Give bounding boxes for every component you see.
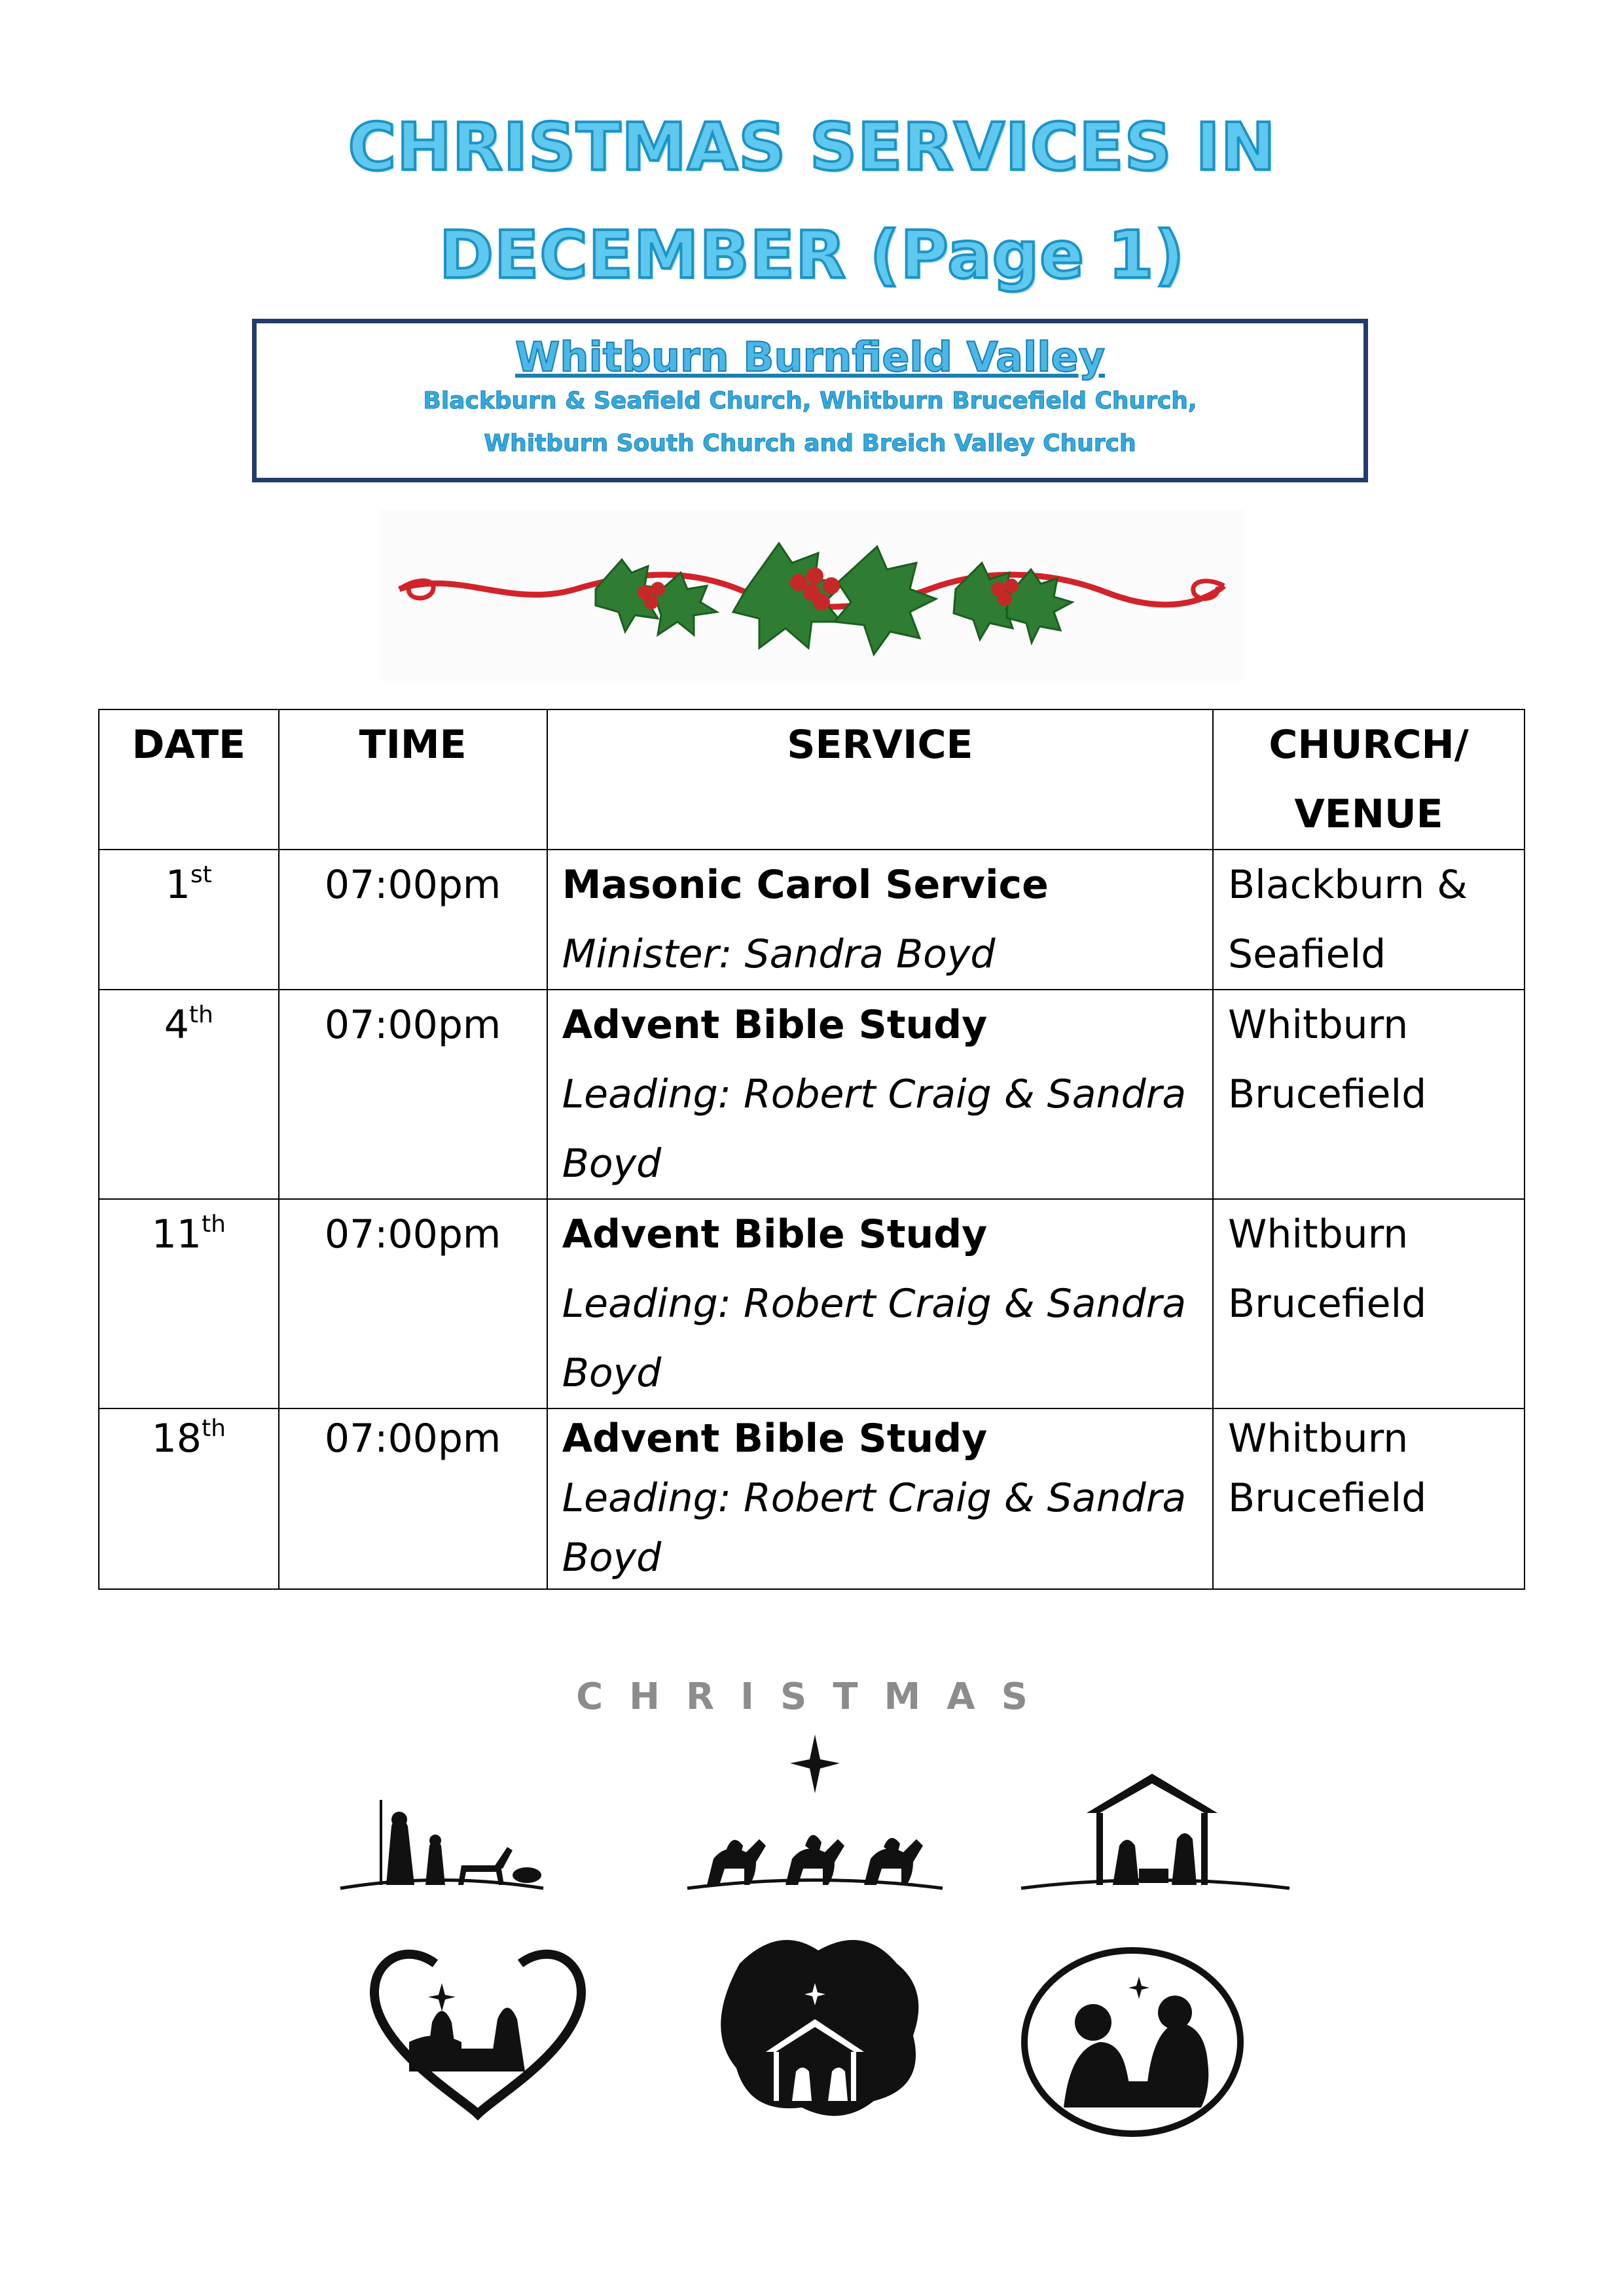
date-cell: 18th <box>99 1408 279 1589</box>
churches-line-2: Whitburn South Church and Breich Valley Church <box>484 430 1136 457</box>
venue-cell: Whitburn Brucefield <box>1213 1199 1525 1408</box>
header-service: SERVICE <box>547 709 1213 850</box>
header-date: DATE <box>99 709 279 850</box>
parish-banner <box>252 319 1368 482</box>
table-row <box>99 1408 1525 1589</box>
service-detail: Leading: Robert Craig & Sandra Boyd <box>562 1071 1187 1187</box>
parish-name: Whitburn Burnfield Valley <box>515 333 1105 381</box>
date-cell: 11th <box>99 1199 279 1408</box>
churches-line-1: Blackburn & Seafield Church, Whitburn Brucefield Church, <box>423 387 1197 415</box>
venue-cell: Blackburn & Seafield <box>1213 850 1525 990</box>
christmas-word: CHRISTMAS <box>576 1676 1054 1718</box>
header-venue <box>1213 709 1525 850</box>
time-cell: 07:00pm <box>279 1199 547 1408</box>
service-title: Advent Bible Study <box>562 1416 988 1462</box>
header-venue-line1: CHURCH/ <box>1269 722 1469 768</box>
date-cell: 4th <box>99 990 279 1199</box>
table-row <box>99 990 1525 1199</box>
header-time: TIME <box>279 709 547 850</box>
header-venue-line2: VENUE <box>1294 791 1443 837</box>
service-cell <box>547 850 1213 990</box>
service-detail: Minister: Sandra Boyd <box>562 931 996 977</box>
service-title: Masonic Carol Service <box>562 862 1049 908</box>
service-cell <box>547 1408 1213 1589</box>
table-row <box>99 1199 1525 1408</box>
time-cell: 07:00pm <box>279 990 547 1199</box>
table-row <box>99 850 1525 990</box>
page-title-line1: CHRISTMAS SERVICES IN <box>348 109 1276 185</box>
time-cell: 07:00pm <box>279 850 547 990</box>
nativity-silhouettes-icon <box>268 1656 1362 2166</box>
venue-cell: Whitburn Brucefield <box>1213 1408 1525 1589</box>
service-title: Advent Bible Study <box>562 1002 988 1048</box>
service-detail: Leading: Robert Craig & Sandra Boyd <box>562 1475 1187 1581</box>
page-title-line2: DECEMBER (Page 1) <box>439 217 1185 293</box>
venue-cell: Whitburn Brucefield <box>1213 990 1525 1199</box>
holly-ribbon-garland-icon <box>380 511 1244 681</box>
services-table <box>98 709 1525 1590</box>
service-detail: Leading: Robert Craig & Sandra Boyd <box>562 1281 1187 1396</box>
service-cell <box>547 1199 1213 1408</box>
service-title: Advent Bible Study <box>562 1211 988 1257</box>
date-cell: 1st <box>99 850 279 990</box>
time-cell: 07:00pm <box>279 1408 547 1589</box>
table-header-row <box>99 709 1525 850</box>
service-cell <box>547 990 1213 1199</box>
